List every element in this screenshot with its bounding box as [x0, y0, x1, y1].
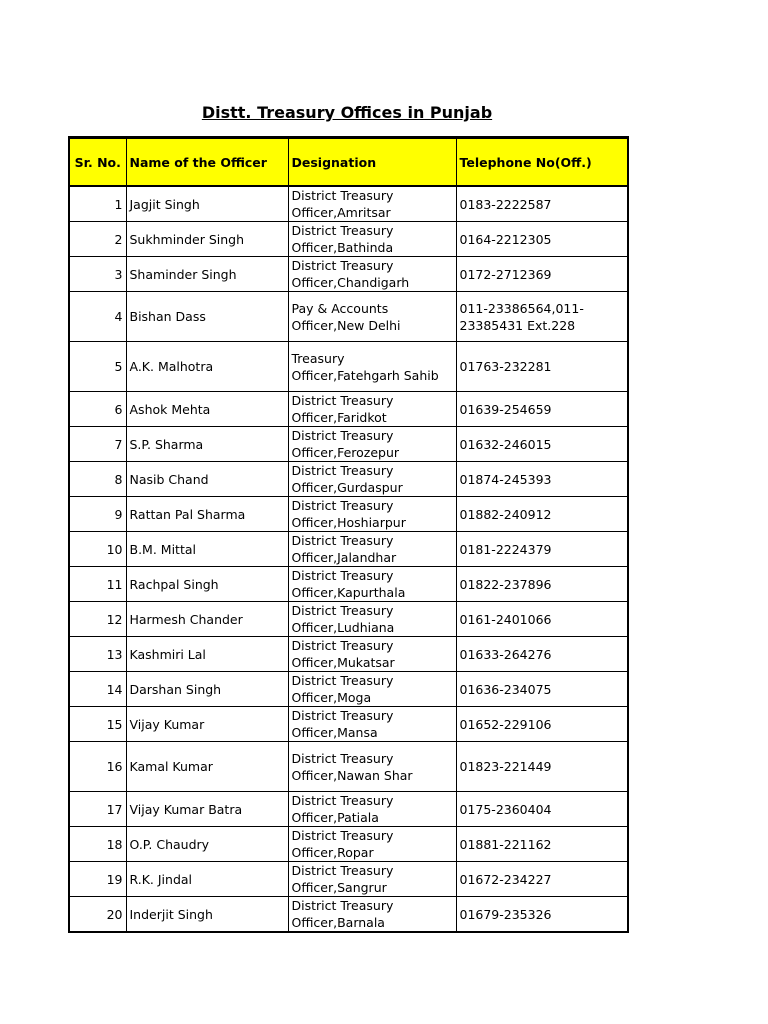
- header-sr-no: Sr. No.: [69, 138, 126, 187]
- cell-sr-no: 12: [69, 602, 126, 637]
- designation-line-2: Officer,Mukatsar: [291, 655, 395, 670]
- designation-line-1: District Treasury: [291, 750, 394, 766]
- table-row: [69, 827, 628, 862]
- cell-telephone: [456, 672, 628, 707]
- table-row: [69, 257, 628, 292]
- table-row: [69, 222, 628, 257]
- cell-telephone: [456, 497, 628, 532]
- cell-designation: [288, 637, 456, 672]
- cell-designation: [288, 497, 456, 532]
- designation-line-2: Officer,Amritsar: [291, 205, 391, 220]
- cell-sr-no: 17: [69, 792, 126, 827]
- cell-officer-name: B.M. Mittal: [126, 532, 288, 567]
- cell-officer-name: Rachpal Singh: [126, 567, 288, 602]
- cell-designation: [288, 742, 456, 792]
- designation-line-1: District Treasury: [291, 258, 394, 273]
- table-row: [69, 862, 628, 897]
- designation-line-2: Officer,Ferozepur: [291, 445, 400, 460]
- designation-line-1: District Treasury: [291, 673, 394, 688]
- cell-officer-name: Rattan Pal Sharma: [126, 497, 288, 532]
- table-row: [69, 497, 628, 532]
- cell-designation: [288, 292, 456, 342]
- cell-officer-name: O.P. Chaudry: [126, 827, 288, 862]
- header-telephone: Telephone No(Off.): [456, 138, 628, 187]
- cell-officer-name: Kashmiri Lal: [126, 637, 288, 672]
- cell-officer-name: Inderjit Singh: [126, 897, 288, 933]
- cell-telephone: [456, 707, 628, 742]
- cell-telephone: [456, 392, 628, 427]
- telephone-line-1: 01823-221449: [459, 759, 552, 774]
- cell-sr-no: 19: [69, 862, 126, 897]
- designation-line-2: Officer,Faridkot: [291, 410, 387, 425]
- telephone-line-1: 0183-2222587: [459, 196, 552, 212]
- telephone-line-1: 01822-237896: [459, 576, 552, 592]
- cell-sr-no: 5: [69, 342, 126, 392]
- cell-designation: [288, 602, 456, 637]
- cell-sr-no: 20: [69, 897, 126, 933]
- table-row: [69, 897, 628, 933]
- designation-line-2: Officer,Barnala: [291, 915, 385, 930]
- designation-line-1: District Treasury: [291, 828, 394, 843]
- cell-telephone: [456, 897, 628, 933]
- cell-designation: [288, 462, 456, 497]
- designation-line-1: District Treasury: [291, 188, 394, 203]
- designation-line-1: District Treasury: [291, 533, 394, 548]
- designation-line-1: Pay & Accounts: [291, 300, 389, 316]
- cell-designation: [288, 342, 456, 392]
- telephone-line-1: 01633-264276: [459, 646, 552, 662]
- cell-telephone: [456, 602, 628, 637]
- cell-designation: [288, 186, 456, 222]
- table-row: [69, 637, 628, 672]
- designation-line-1: District Treasury: [291, 793, 394, 808]
- header-officer-name: Name of the Officer: [126, 138, 288, 187]
- cell-telephone: [456, 532, 628, 567]
- designation-line-2: Officer,Bathinda: [291, 240, 394, 255]
- designation-line-2: Officer,Nawan Shar: [291, 767, 413, 783]
- cell-designation: [288, 827, 456, 862]
- cell-officer-name: S.P. Sharma: [126, 427, 288, 462]
- table-row: [69, 567, 628, 602]
- cell-officer-name: Vijay Kumar: [126, 707, 288, 742]
- designation-line-2: Officer,Gurdaspur: [291, 480, 403, 495]
- cell-telephone: [456, 862, 628, 897]
- table-row: [69, 186, 628, 222]
- cell-designation: [288, 532, 456, 567]
- cell-officer-name: Kamal Kumar: [126, 742, 288, 792]
- designation-line-1: District Treasury: [291, 498, 394, 513]
- telephone-line-1: 0161-2401066: [459, 611, 552, 627]
- telephone-line-1: 01882-240912: [459, 506, 552, 522]
- table-row: [69, 342, 628, 392]
- cell-sr-no: 4: [69, 292, 126, 342]
- cell-telephone: [456, 637, 628, 672]
- telephone-line-1: 01881-221162: [459, 836, 552, 852]
- cell-designation: [288, 672, 456, 707]
- cell-telephone: [456, 427, 628, 462]
- cell-officer-name: Vijay Kumar Batra: [126, 792, 288, 827]
- cell-telephone: [456, 827, 628, 862]
- designation-line-2: Officer,Hoshiarpur: [291, 515, 406, 530]
- cell-designation: [288, 222, 456, 257]
- cell-designation: [288, 427, 456, 462]
- designation-line-1: District Treasury: [291, 223, 394, 238]
- cell-telephone: [456, 342, 628, 392]
- cell-telephone: [456, 792, 628, 827]
- cell-sr-no: 9: [69, 497, 126, 532]
- cell-sr-no: 7: [69, 427, 126, 462]
- table-row: [69, 292, 628, 342]
- table-row: [69, 707, 628, 742]
- designation-line-1: Treasury: [291, 350, 345, 366]
- cell-sr-no: 1: [69, 186, 126, 222]
- designation-line-1: District Treasury: [291, 568, 394, 583]
- cell-sr-no: 3: [69, 257, 126, 292]
- designation-line-1: District Treasury: [291, 428, 394, 443]
- cell-sr-no: 8: [69, 462, 126, 497]
- cell-sr-no: 11: [69, 567, 126, 602]
- table-row: [69, 392, 628, 427]
- telephone-line-1: 0164-2212305: [459, 231, 552, 247]
- telephone-line-1: 011-23386564,011-: [459, 300, 584, 316]
- cell-officer-name: A.K. Malhotra: [126, 342, 288, 392]
- table-row: [69, 532, 628, 567]
- designation-line-1: District Treasury: [291, 898, 394, 913]
- cell-sr-no: 13: [69, 637, 126, 672]
- cell-telephone: [456, 567, 628, 602]
- designation-line-1: District Treasury: [291, 463, 394, 478]
- cell-officer-name: Jagjit Singh: [126, 186, 288, 222]
- table-body: [69, 186, 628, 932]
- cell-officer-name: R.K. Jindal: [126, 862, 288, 897]
- telephone-line-1: 01639-254659: [459, 401, 552, 417]
- table-row: [69, 427, 628, 462]
- designation-line-1: District Treasury: [291, 638, 394, 653]
- cell-sr-no: 14: [69, 672, 126, 707]
- cell-designation: [288, 257, 456, 292]
- telephone-line-1: 0181-2224379: [459, 541, 552, 557]
- cell-officer-name: Harmesh Chander: [126, 602, 288, 637]
- table-row: [69, 462, 628, 497]
- designation-line-1: District Treasury: [291, 393, 394, 408]
- cell-telephone: [456, 186, 628, 222]
- designation-line-2: Officer,Mansa: [291, 725, 378, 740]
- telephone-line-1: 0172-2712369: [459, 266, 552, 282]
- telephone-line-1: 01763-232281: [459, 359, 552, 374]
- page-title: Distt. Treasury Offices in Punjab: [201, 103, 493, 122]
- designation-line-2: Officer,Chandigarh: [291, 275, 410, 290]
- cell-officer-name: Shaminder Singh: [126, 257, 288, 292]
- cell-sr-no: 2: [69, 222, 126, 257]
- designation-line-2: Officer,Kapurthala: [291, 585, 406, 600]
- cell-officer-name: Sukhminder Singh: [126, 222, 288, 257]
- cell-designation: [288, 567, 456, 602]
- cell-designation: [288, 707, 456, 742]
- telephone-line-2: 23385431 Ext.228: [459, 317, 576, 333]
- cell-telephone: [456, 462, 628, 497]
- cell-officer-name: Darshan Singh: [126, 672, 288, 707]
- table-row: [69, 602, 628, 637]
- telephone-line-1: 01874-245393: [459, 471, 552, 487]
- designation-line-2: Officer,Ropar: [291, 845, 374, 860]
- cell-officer-name: Nasib Chand: [126, 462, 288, 497]
- table-row: [69, 672, 628, 707]
- table-row: [69, 792, 628, 827]
- treasury-offices-table: [68, 136, 629, 933]
- telephone-line-1: 01632-246015: [459, 436, 552, 452]
- designation-line-2: Officer,New Delhi: [291, 317, 401, 333]
- telephone-line-1: 0175-2360404: [459, 801, 552, 817]
- designation-line-1: District Treasury: [291, 708, 394, 723]
- cell-telephone: [456, 257, 628, 292]
- designation-line-2: Officer,Jalandhar: [291, 550, 397, 565]
- telephone-line-1: 01636-234075: [459, 681, 552, 697]
- cell-designation: [288, 792, 456, 827]
- cell-officer-name: Bishan Dass: [126, 292, 288, 342]
- header-designation: Designation: [288, 138, 456, 187]
- cell-sr-no: 16: [69, 742, 126, 792]
- cell-sr-no: 6: [69, 392, 126, 427]
- table-header-row: [69, 138, 628, 187]
- designation-line-2: Officer,Moga: [291, 690, 372, 705]
- cell-sr-no: 10: [69, 532, 126, 567]
- designation-line-2: Officer,Fatehgarh Sahib: [291, 367, 439, 383]
- telephone-line-1: 01679-235326: [459, 906, 552, 922]
- designation-line-2: Officer,Patiala: [291, 810, 379, 825]
- cell-designation: [288, 897, 456, 933]
- cell-telephone: [456, 222, 628, 257]
- designation-line-2: Officer,Sangrur: [291, 880, 387, 895]
- cell-sr-no: 18: [69, 827, 126, 862]
- cell-telephone: [456, 742, 628, 792]
- designation-line-1: District Treasury: [291, 603, 394, 618]
- cell-designation: [288, 392, 456, 427]
- cell-telephone: [456, 292, 628, 342]
- telephone-line-1: 01652-229106: [459, 716, 552, 732]
- cell-sr-no: 15: [69, 707, 126, 742]
- telephone-line-1: 01672-234227: [459, 871, 552, 887]
- cell-officer-name: Ashok Mehta: [126, 392, 288, 427]
- cell-designation: [288, 862, 456, 897]
- table-row: [69, 742, 628, 792]
- designation-line-2: Officer,Ludhiana: [291, 620, 395, 635]
- designation-line-1: District Treasury: [291, 863, 394, 878]
